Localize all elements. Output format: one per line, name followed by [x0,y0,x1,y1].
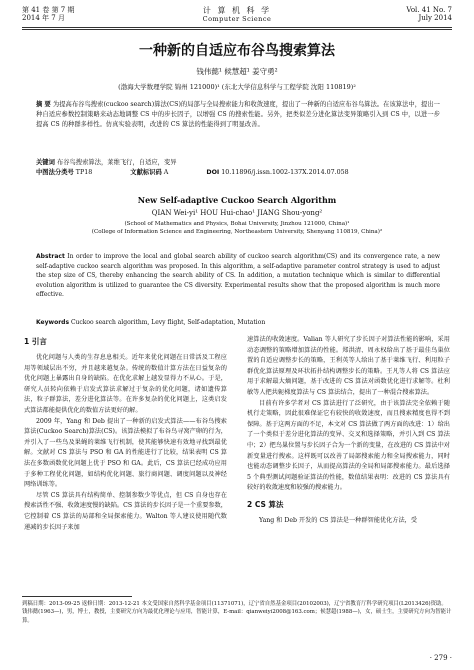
abstract-en-text: In order to improve the local and global search ability of cuckoo search algorithm(CS) and its convergence rate, a new self-adaptive cuckoo search algorithm was proposed. In this algorithm, a self-adaptive parameter control strategy is used to adjust the step size of CS, thereby enhancing the search ability of CS. In addition, a mutation technique which is similar to differential evolution algorithm is utilized to guarantee the CS diversity. Experimental results show that the proposed algorithm is much more effective. [36,253,440,298]
abstract-text: 为提高布谷鸟搜索(cuckoo search)算法(CS)的局部与全局搜索能力和收敛速度，提出了一种新的自适应布谷鸟算法。在该算法中，提出一种自适应参数控制策略来动态地调整 CS 中的步长因子，以增强 CS 的搜索性能。另外，把类似差分进化算法变异策略引入到 CS 中，以进一步提高 CS 的种群多样性。仿真实验表明，改进的 CS 算法的性能得到了明显改善。 [36,101,440,128]
header-date: 2014 年 7 月 [22,14,65,22]
header-rule [22,27,452,28]
paper-affiliation: (渤海大学数理学院 锦州 121000)¹ (东北大学信息科学与工程学院 沈阳 110819)² [118,83,356,91]
paper-title: 一种新的自适应布谷鸟搜索算法 [139,43,335,59]
footnote-rule [22,596,132,597]
footnote-authors: 钱伟懿(1963—)，男，博士，教授，主要研究方向为最优化理论与应用，智能计算，E-mail：qianweiyi2008@163.com；候慧超(1988—)，女，硕士生，主要研究方向为智能计算。 [22,609,452,624]
class-label: 中图法分类号 [36,169,74,176]
page-number: · 279 · [429,654,452,662]
keywords-en [36,318,440,328]
right-column-paragraph: 目前有许多学者对 CS 算法进行了泛研究，由于该算法完全依赖于随机行走策略，因此很难保证它有较快的收敛速度，而且搜索精度也得不到保障。基于这两方面的不足，本文对 CS 算法做了两方面的改进：1）给出了一个类似于差分进化算法的变异、交叉和选择策略，并引入到 CS 算法中；2）把鸟巢位置与步长因子合为一个新的变量，在改进的 CS 算法中对新变量进行搜索。这样既可以改善了局部搜索能力和全局搜索能力，同时也能动态调整步长因子，从而提高算法的全局和局部搜索能力。最后选择 5 个典型测试问题验证算法的性能，数值结果表明：改进的 CS 算法具有较好的收敛速度和较强的搜索能力。 [247,399,450,492]
abstract-en-label: Abstract [36,253,65,260]
journal-name-zh: 计 算 机 科 学 [202,6,272,15]
header-volume-en: Vol. 41 No. 7 [406,6,452,14]
doi-label: DOI [206,169,220,176]
doc-code-label: 文献标识码 [130,169,162,176]
header-volume: 第 41 卷 第 7 期 [22,6,75,14]
abstract-zh [36,100,440,130]
section-1-paragraph: 优化问题与人类的生存息息相关。近年来优化问题在日常活及工程应用等领域层出不穷，并且越来越复杂。传统的数值计算方法在日益复杂的优化问题上暴露出自身的缺陷。在优化求解上越发显得力不从心。于是，研究人员转向依赖于启发式算法求解过于复杂的优化问题，诸如遗传算法，粒子群算法，差分进化算法等。在许多复杂的优化问题上，这类启发式算法都能提供优化的数值方法更好的解。 [24,354,227,414]
header-date-en: July 2014 [418,14,452,22]
section-1-paragraph: 尽管 CS 算法具有结构简单、控制参数少等优点，但 CS 自身也存在搜索活性不强、收敛速度慢的缺陷。CS 算法的步长因子是一个重要参数，它控制着 CS 算法的局部和全局探索能力。Walton 等人建议使用随代数递减的步长因子来加 [24,491,227,531]
section-2-paragraph: Yang 和 Deb 开发的 CS 算法是一种群智能优化方法，受 [259,516,418,524]
journal-name-en: Computer Science [202,15,272,23]
right-column-paragraph: 速算法的收敛速度。Valian 等人研究了步长因子对算法性能的影响，采用动态调整的策略增加算法的性能。郑洪清、周永权给出了基于最佳鸟巢位置的自适应调整步长的策略，王利英等人给出了基于莱维飞行、利用粒子群优化算法原理及环状拓扑结构调整步长的策略。王凡等人将 CS 算法应用于求解最大熵问题，基于改进的 CS 算法对函数优化进行求解等。杜利敏等人把共轭梯度算法与 CS 算法结合，提出了一种混合搜索算法。 [247,336,450,396]
header-volume-info-en [406,6,452,22]
class-value: TP18 [75,169,93,176]
paper-affiliation-en [0,220,474,236]
keywords-text: 布谷鸟搜索算法，莱维飞行，自适应，变异 [56,159,177,166]
affiliation-en-1: (School of Mathematics and Physics, Bohai University, Jinzhou 121000, China)¹ [124,221,350,227]
keywords-label: 关键词 [36,159,55,166]
paper-title-en: New Self-adaptive Cuckoo Search Algorithm [137,195,337,205]
paper-authors: 钱伟懿¹ 候慧超¹ 姜守勇² [196,67,278,76]
body-column-left [24,335,227,533]
abstract-label: 摘 要 [36,101,51,108]
paper-authors-en: QIAN Wei-yi¹ HOU Hui-chao¹ JIANG Shou-yong² [151,209,323,217]
classification-line [36,168,440,178]
section-1-title: 1 引言 [24,337,47,346]
footnote [22,600,452,625]
keywords-zh [36,158,440,168]
header-journal [0,6,474,24]
body-column-right [247,335,450,527]
doi-value: 10.11896/j.issn.1002-137X.2014.07.058 [221,169,349,176]
section-2-title: 2 CS 算法 [247,499,284,509]
header-rule-thin [22,29,452,30]
section-1-paragraph: 2009 年，Yang 和 Deb 提出了一种新的启发式算法——布谷鸟搜索算法(Cuckoo Search)算法(CS)。该算法模拟了布谷鸟寻窝产卵的行为，并引入了一些鸟及果蝇的莱维飞行机制，使其能够快速有效地寻找到最优解。文献对 CS 算法与 PSO 和 GA 的性能进行了比较，结果表明 CS 算法在多数函数优化问题上优于 PSO 和 GA。此后，CS 算法已经成功应用于多种工程优化问题，如结构优化问题、旅行商问题、调度问题以及神经网络训练等。 [24,417,227,489]
keywords-en-label: Keywords [36,319,70,326]
abstract-en [36,252,440,300]
footnote-funding: 到稿日期：2013-09-25 返修日期：2013-12-21 本文受国家自然科学基金项目(11371071)，辽宁省自然基金项目(20102003)，辽宁省教育厅科学研究项目(L2013426)资助。 [22,601,447,607]
affiliation-en-2: (College of Information Science and Engineering, Northeastern University, Shenyang 110819, China)² [91,229,383,235]
keywords-en-text: Cuckoo search algorithm, Levy flight, Self-adaptation, Mutation [70,319,266,326]
doc-code-value: A [163,169,169,176]
